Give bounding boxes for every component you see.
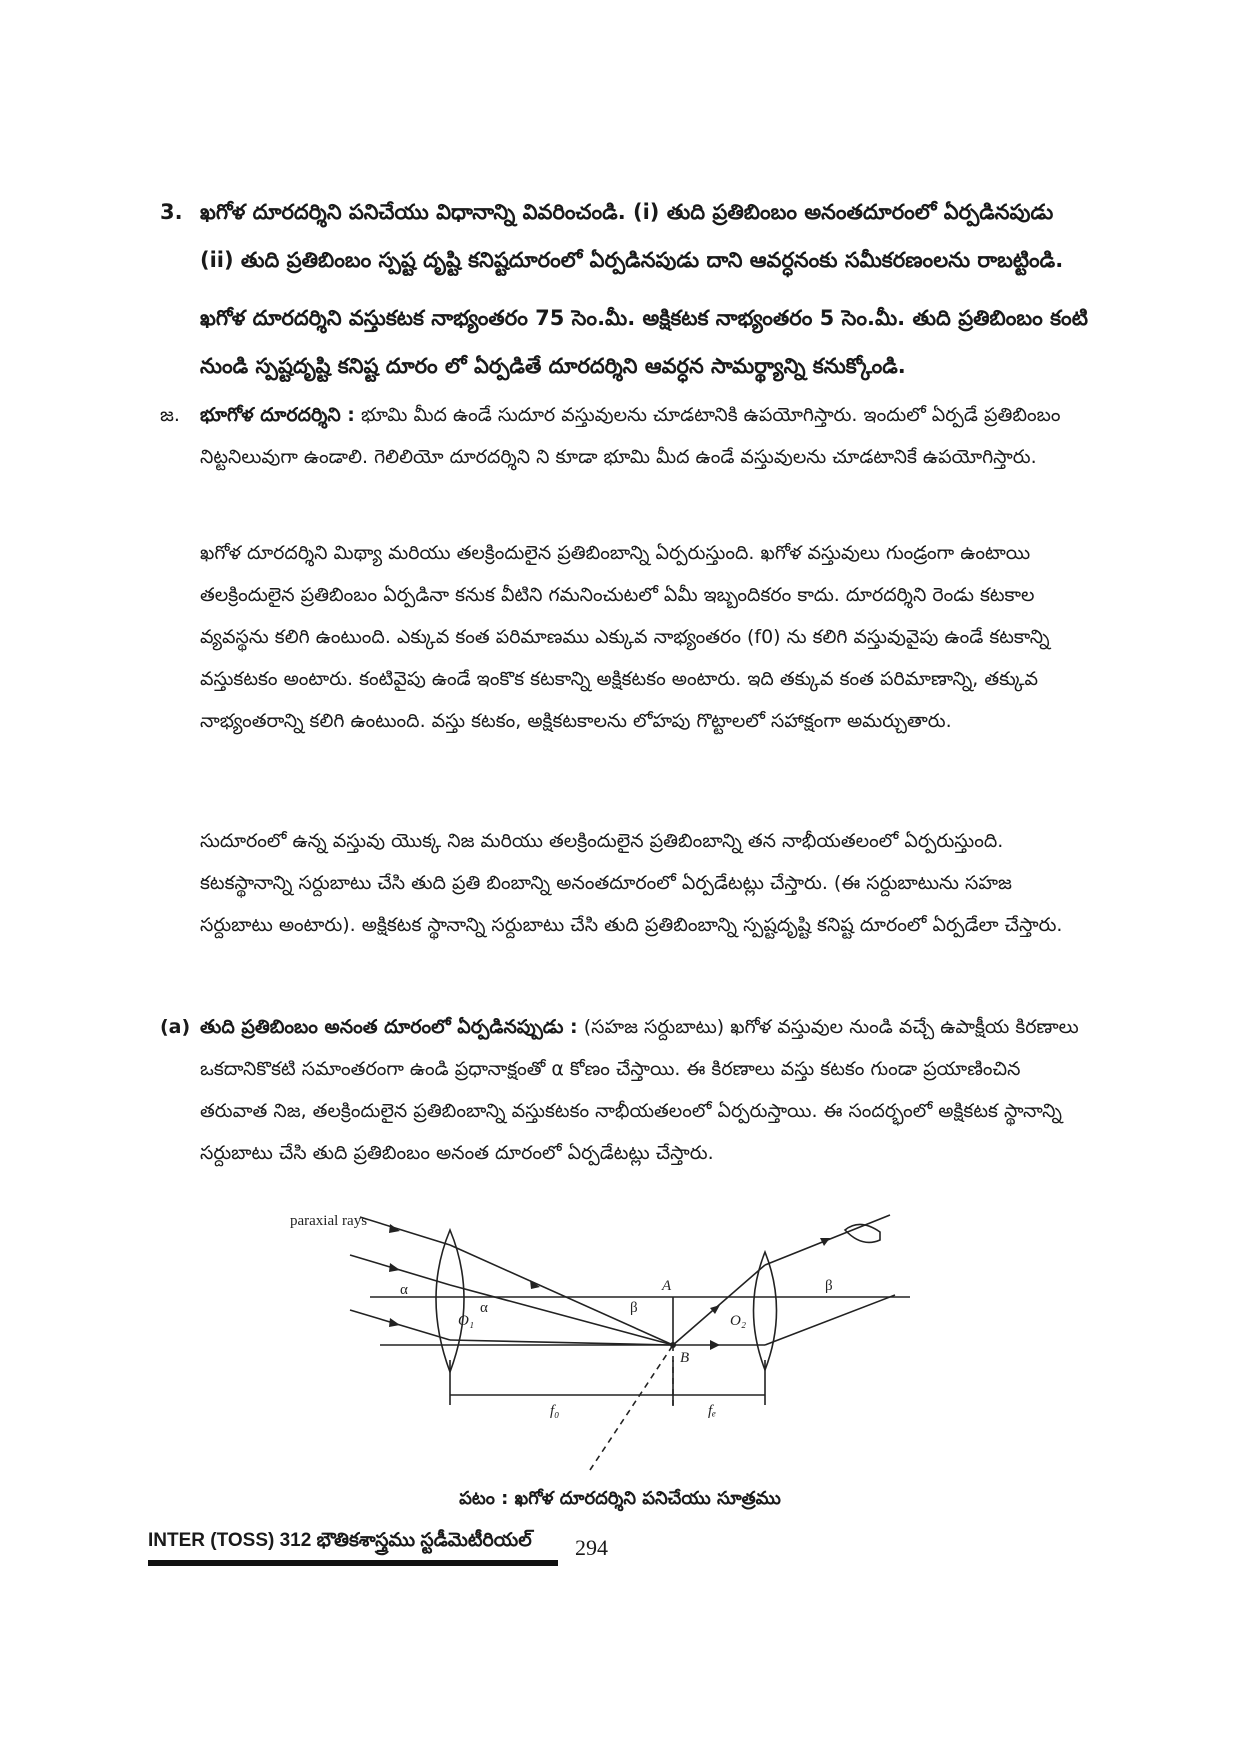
terrestrial-text: భూమి మీద ఉండే సుదూర వస్తువులను చూడటానికి ఉపయోగిస్తారు. ఇందులో ఏర్పడే ప్రతిబింబం నిట్టనిలువుగా ఉండాలి. గెలిలియో దూరదర్శిని ని కూడా భూమి మీద ఉండే వస్తువులను చూడటానికే ఉపయోగిస్తారు. [200,404,1061,468]
eyepiece-lens [754,1252,777,1370]
footer-rule [148,1560,558,1566]
footer-title: INTER (TOSS) 312 భౌతికశాస్త్రము స్టడీమెటీరియల్ [148,1530,532,1551]
part-a-marker: (a) [160,1016,191,1038]
o2-label: O₂ [730,1313,747,1329]
telescope-ray-diagram [290,1210,930,1490]
adjustment-paragraph: సుదూరంలో ఉన్న వస్తువు యొక్క నిజ మరియు తలక్రిందులైన ప్రతిబింబాన్ని తన నాభీయతలంలో ఏర్పరుస్తుంది. కటకస్థానాన్ని సర్దుబాటు చేసి తుది ప్రతి బింబాన్ని అనంతదూరంలో ఏర్పడేటట్లు చేస్తారు. (ఈ సర్దుబాటును సహజ సర్దుబాటు అంటారు). అక్షికటక స్థానాన్ని సర్దుబాటు చేసి తుది ప్రతిబింబాన్ని స్పష్టదృష్టి కనిష్ట దూరంలో ఏర్పడేలా చేస్తారు. [200,830,1063,936]
figure-caption: పటం : ఖగోళ దూరదర్శిని పనిచేయు సూత్రము [459,1488,781,1509]
point-b-label: B [680,1350,690,1366]
objective-lens [436,1230,464,1372]
alpha-label-1: α [400,1282,408,1298]
astronomical-telescope-paragraph: ఖగోళ దూరదర్శిని మిథ్యా మరియు తలక్రిందులైన ప్రతిబింబాన్ని ఏర్పరుస్తుంది. ఖగోళ వస్తువులు గుండ్రంగా ఉంటాయి తలక్రిందులైన ప్రతిబింబం ఏర్పడినా కనుక వీటిని గమనించుటలో ఏమీ ఇబ్బందికరం కాదు. దూరదర్శిని రెండు కటకాల వ్యవస్థను కలిగి ఉంటుంది. ఎక్కువ కంత పరిమాణము ఎక్కువ నాభ్యంతరం (f0) ను కలిగి వస్తువువైపు ఉండే కటకాన్ని వస్తుకటకం అంటారు. కంటివైపు ఉండే ఇంకొక కటకాన్ని అక్షికటకం అంటారు. ఇది తక్కువ కంత పరిమాణాన్ని, తక్కువ నాభ్యంతరాన్ని కలిగి ఉంటుంది. వస్తు కటకం, అక్షికటకాలను లోహపు గొట్టాలలో సహాక్షంగా అమర్చుతారు. [200,542,1050,732]
eye-icon [845,1224,880,1242]
beta-label-1: β [630,1300,638,1316]
question-line-1: ఖగోళ దూరదర్శిని పనిచేయు విధానాన్ని వివరించండి. (i) తుది ప్రతిబింబం అనంతదూరంలో ఏర్పడినపుడు [200,200,1054,224]
paraxial-rays-label: paraxial rays [290,1213,368,1229]
part-a-lead: తుది ప్రతిబింబం అనంత దూరంలో ఏర్పడినప్పుడు : [200,1016,578,1038]
fe-label: fₑ [708,1403,717,1419]
question-3 [160,188,1090,390]
f0-label: f₀ [550,1403,560,1419]
point-a-label: A [662,1278,672,1294]
part-a-text: (సహజ సర్దుబాటు) ఖగోళ వస్తువుల నుండి వచ్చే ఉపాక్షీయ కిరణాలు ఒకదానికొకటి సమాంతరంగా ఉండి ప్రధానాక్షంతో α కోణం చేస్తాయి. ఈ కిరణాలు వస్తు కటకం గుండా ప్రయాణించిన తరువాత నిజ, తలక్రిందులైన ప్రతిబింబాన్ని వస్తుకటకం నాభీయతలంలో ఏర్పరుస్తాయి. ఈ సందర్భంలో అక్షికటక స్థానాన్ని సర్దుబాటు చేసి తుది ప్రతిబింబం అనంత దూరంలో ఏర్పడేటట్లు చేస్తారు. [200,1016,1079,1164]
question-line-2: (ii) తుది ప్రతిబింబం స్పష్ట దృష్టి కనిష్టదూరంలో ఏర్పడినపుడు దాని ఆవర్ధనంకు సమీకరణంలను రాబట్టిండి. [200,248,1064,272]
alpha-label-2: α [480,1300,488,1316]
part-a-paragraph [200,1006,1090,1174]
o1-label: O₁ [458,1313,475,1329]
beta-label-2: β [825,1278,833,1294]
page-number: 294 [575,1535,608,1560]
answer-marker: జ. [160,404,180,426]
question-number: 3. [160,200,183,224]
terrestrial-lead: భూగోళ దూరదర్శిని : [200,404,355,426]
question-problem: ఖగోళ దూరదర్శిని వస్తుకటక నాభ్యంతరం 75 సెం.మీ. అక్షికటక నాభ్యంతరం 5 సెం.మీ. తుది ప్రతిబింబం కంటి నుండి స్పష్టదృష్టి కనిష్ట దూరం లో ఏర్పడితే దూరదర్శిని ఆవర్ధన సామర్థ్యాన్ని కనుక్కోండి. [200,306,1088,378]
terrestrial-telescope-paragraph [200,394,1090,478]
